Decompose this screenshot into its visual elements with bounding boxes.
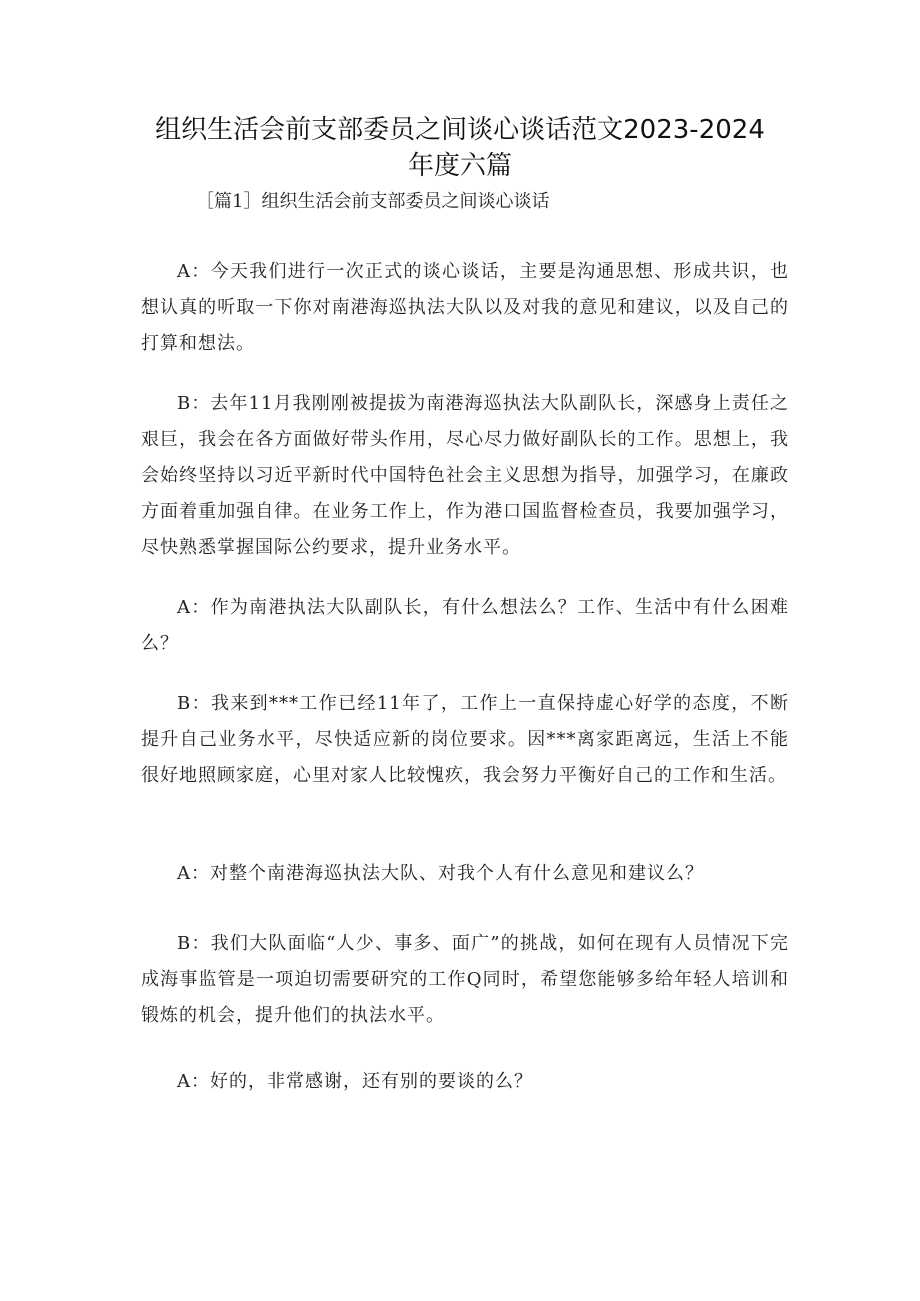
- dialogue-paragraph: A：今天我们进行一次正式的谈心谈话，主要是沟通思想、形成共识，也想认真的听取一下你对南港海巡执法大队以及对我的意见和建议，以及自己的打算和想法。: [141, 261, 789, 354]
- dialogue-paragraph: A：好的，非常感谢，还有别的要谈的么？: [177, 1071, 533, 1092]
- section-heading: ［篇1］组织生活会前支部委员之间谈心谈话: [196, 191, 550, 212]
- dialogue-paragraph: B：我们大队面临“人少、事多、面广”的挑战，如何在现有人员情况下完成海事监管是一项迫切需要研究的工作Q同时，希望您能够多给年轻人培训和锻炼的机会，提升他们的执法水平。: [141, 933, 789, 1026]
- dialogue-paragraph: A：作为南港执法大队副队长，有什么想法么？工作、生活中有什么困难么？: [141, 597, 789, 654]
- document-title-continued: 年度六篇: [407, 151, 512, 181]
- dialogue-paragraph: B：去年11月我刚刚被提拔为南港海巡执法大队副队长，深感身上责任之艰巨，我会在各方面做好带头作用，尽心尽力做好副队长的工作。思想上，我会始终坚持以习近平新时代中国特色社会主义思想为指导，加强学习，在廉政方面着重加强自律。在业务工作上，作为港口国监督检查员，我要加强学习，尽快熟悉掌握国际公约要求，提升业务水平。: [141, 393, 789, 558]
- document-title: 组织生活会前支部委员之间谈心谈话范文2023-2024: [155, 115, 765, 145]
- dialogue-paragraph: A：对整个南港海巡执法大队、对我个人有什么意见和建议么？: [177, 863, 704, 884]
- dialogue-paragraph: B：我来到***工作已经11年了，工作上一直保持虚心好学的态度，不断提升自己业务水平，尽快适应新的岗位要求。因***离家距离远，生活上不能很好地照顾家庭，心里对家人比较愧疚，我会努力平衡好自己的工作和生活。: [141, 693, 789, 786]
